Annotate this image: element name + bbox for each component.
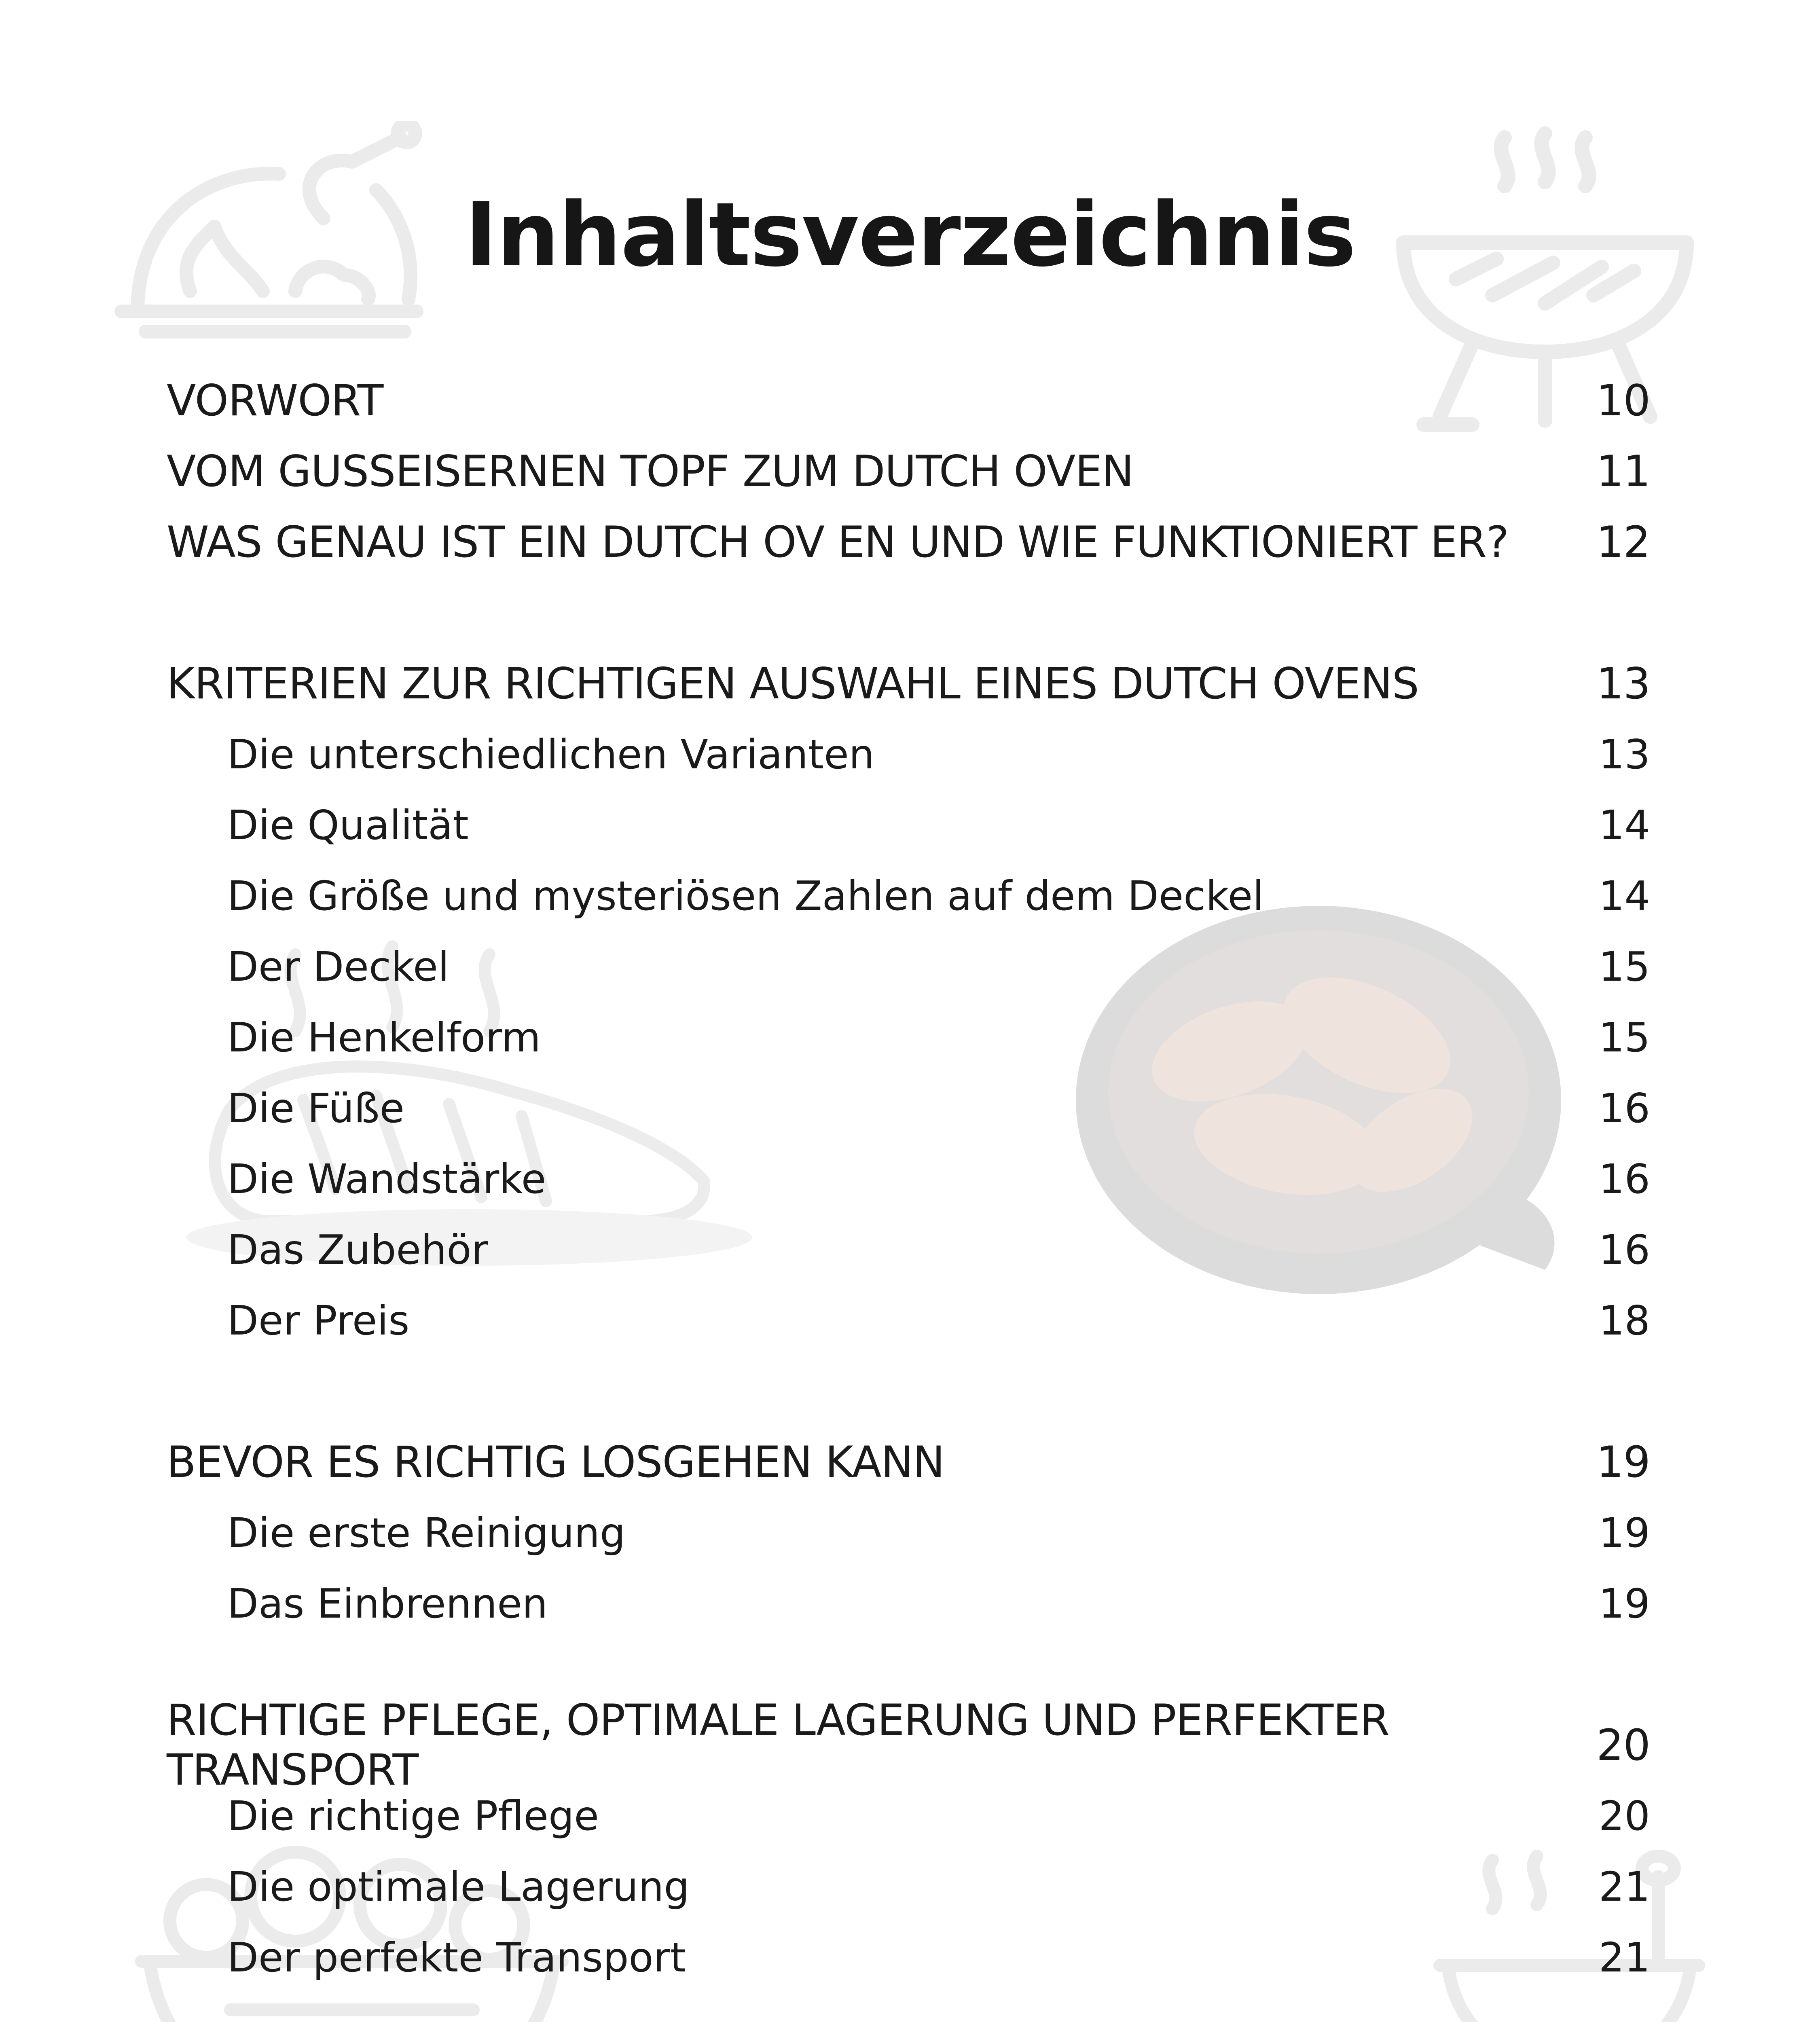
toc-entry-gusseiserner-topf[interactable]	[167, 441, 1650, 501]
toc-entry-bevor-es-losgeht[interactable]	[167, 1432, 1650, 1492]
toc-page-number: 16	[1598, 1226, 1650, 1273]
toc-page-number: 20	[1596, 1720, 1650, 1770]
toc-entry-erste-reinigung[interactable]	[227, 1502, 1650, 1563]
toc-label: VORWORT	[167, 375, 383, 425]
toc-label: Die Füße	[227, 1084, 405, 1132]
toc-entry-optimale-lagerung[interactable]	[227, 1856, 1650, 1917]
toc-page-number: 16	[1598, 1084, 1650, 1132]
toc-page-number: 19	[1598, 1509, 1650, 1557]
toc-entry-fuesse[interactable]	[227, 1078, 1650, 1138]
toc-label: Die Qualität	[227, 801, 469, 849]
toc-page-number: 20	[1598, 1792, 1650, 1840]
toc-page-number: 21	[1598, 1863, 1650, 1910]
toc-label: KRITERIEN ZUR RICHTIGEN AUSWAHL EINES DUTCH OVENS	[167, 658, 1419, 709]
toc-entry-pflege-lagerung-transport[interactable]	[167, 1695, 1650, 1795]
toc-entry-henkelform[interactable]	[227, 1007, 1650, 1068]
toc-page-number: 18	[1598, 1297, 1650, 1344]
toc-entry-vorwort[interactable]	[167, 370, 1650, 431]
toc-label: VOM GUSSEISERNEN TOPF ZUM DUTCH OVEN	[167, 446, 1134, 496]
toc-label: Die erste Reinigung	[227, 1509, 626, 1557]
toc-label: Die Wandstärke	[227, 1155, 546, 1203]
toc-label: Das Einbrennen	[227, 1580, 548, 1627]
toc-entry-richtige-pflege[interactable]	[227, 1785, 1650, 1846]
toc-label: Die richtige Pflege	[227, 1792, 599, 1840]
toc-page-number: 13	[1598, 730, 1650, 778]
toc-entry-preis[interactable]	[227, 1290, 1650, 1351]
toc-label: BEVOR ES RICHTIG LOSGEHEN KANN	[167, 1437, 945, 1487]
toc-label: Die optimale Lagerung	[227, 1863, 690, 1910]
toc-entry-qualitaet[interactable]	[227, 795, 1650, 855]
toc-label: Die unterschiedlichen Varianten	[227, 730, 875, 778]
toc-entry-einbrennen[interactable]	[227, 1573, 1650, 1634]
toc-label: Das Zubehör	[227, 1226, 488, 1273]
toc-page-number: 12	[1596, 517, 1650, 567]
toc-page-number: 15	[1598, 1013, 1650, 1061]
toc-label: Die Henkelform	[227, 1013, 541, 1061]
toc-entry-was-genau[interactable]	[167, 512, 1650, 572]
toc-page-number: 21	[1598, 1933, 1650, 1981]
toc-label: Der Preis	[227, 1297, 410, 1344]
toc-entry-varianten[interactable]	[227, 724, 1650, 785]
toc-page-number: 14	[1598, 872, 1650, 920]
toc-entry-groesse[interactable]	[227, 865, 1650, 926]
toc-page-number: 13	[1596, 658, 1650, 709]
toc-page-number: 16	[1598, 1155, 1650, 1203]
toc-entry-perfekter-transport[interactable]	[227, 1927, 1650, 1988]
toc-label: WAS GENAU IST EIN DUTCH OV EN UND WIE FUNKTIONIERT ER?	[167, 517, 1509, 567]
toc-label: RICHTIGE PFLEGE, OPTIMALE LAGERUNG UND PERFEKTER TRANSPORT	[167, 1695, 1389, 1795]
toc-label: Der perfekte Transport	[227, 1933, 686, 1981]
toc-entry-zubehoer[interactable]	[227, 1219, 1650, 1280]
toc-page-number: 19	[1596, 1437, 1650, 1487]
toc-entry-deckel[interactable]	[227, 936, 1650, 997]
toc-entry-kriterien[interactable]	[167, 653, 1650, 714]
toc-page-number: 10	[1596, 375, 1650, 425]
toc-label: Der Deckel	[227, 943, 449, 990]
toc-page-number: 19	[1598, 1580, 1650, 1627]
toc-page-number: 14	[1598, 801, 1650, 849]
toc-entry-wandstaerke[interactable]	[227, 1148, 1650, 1209]
toc-label: Die Größe und mysteriösen Zahlen auf dem Deckel	[227, 872, 1264, 920]
toc-page-number: 11	[1596, 446, 1650, 496]
toc-page-number: 15	[1598, 943, 1650, 990]
page-title: Inhaltsverzeichnis	[464, 184, 1356, 286]
